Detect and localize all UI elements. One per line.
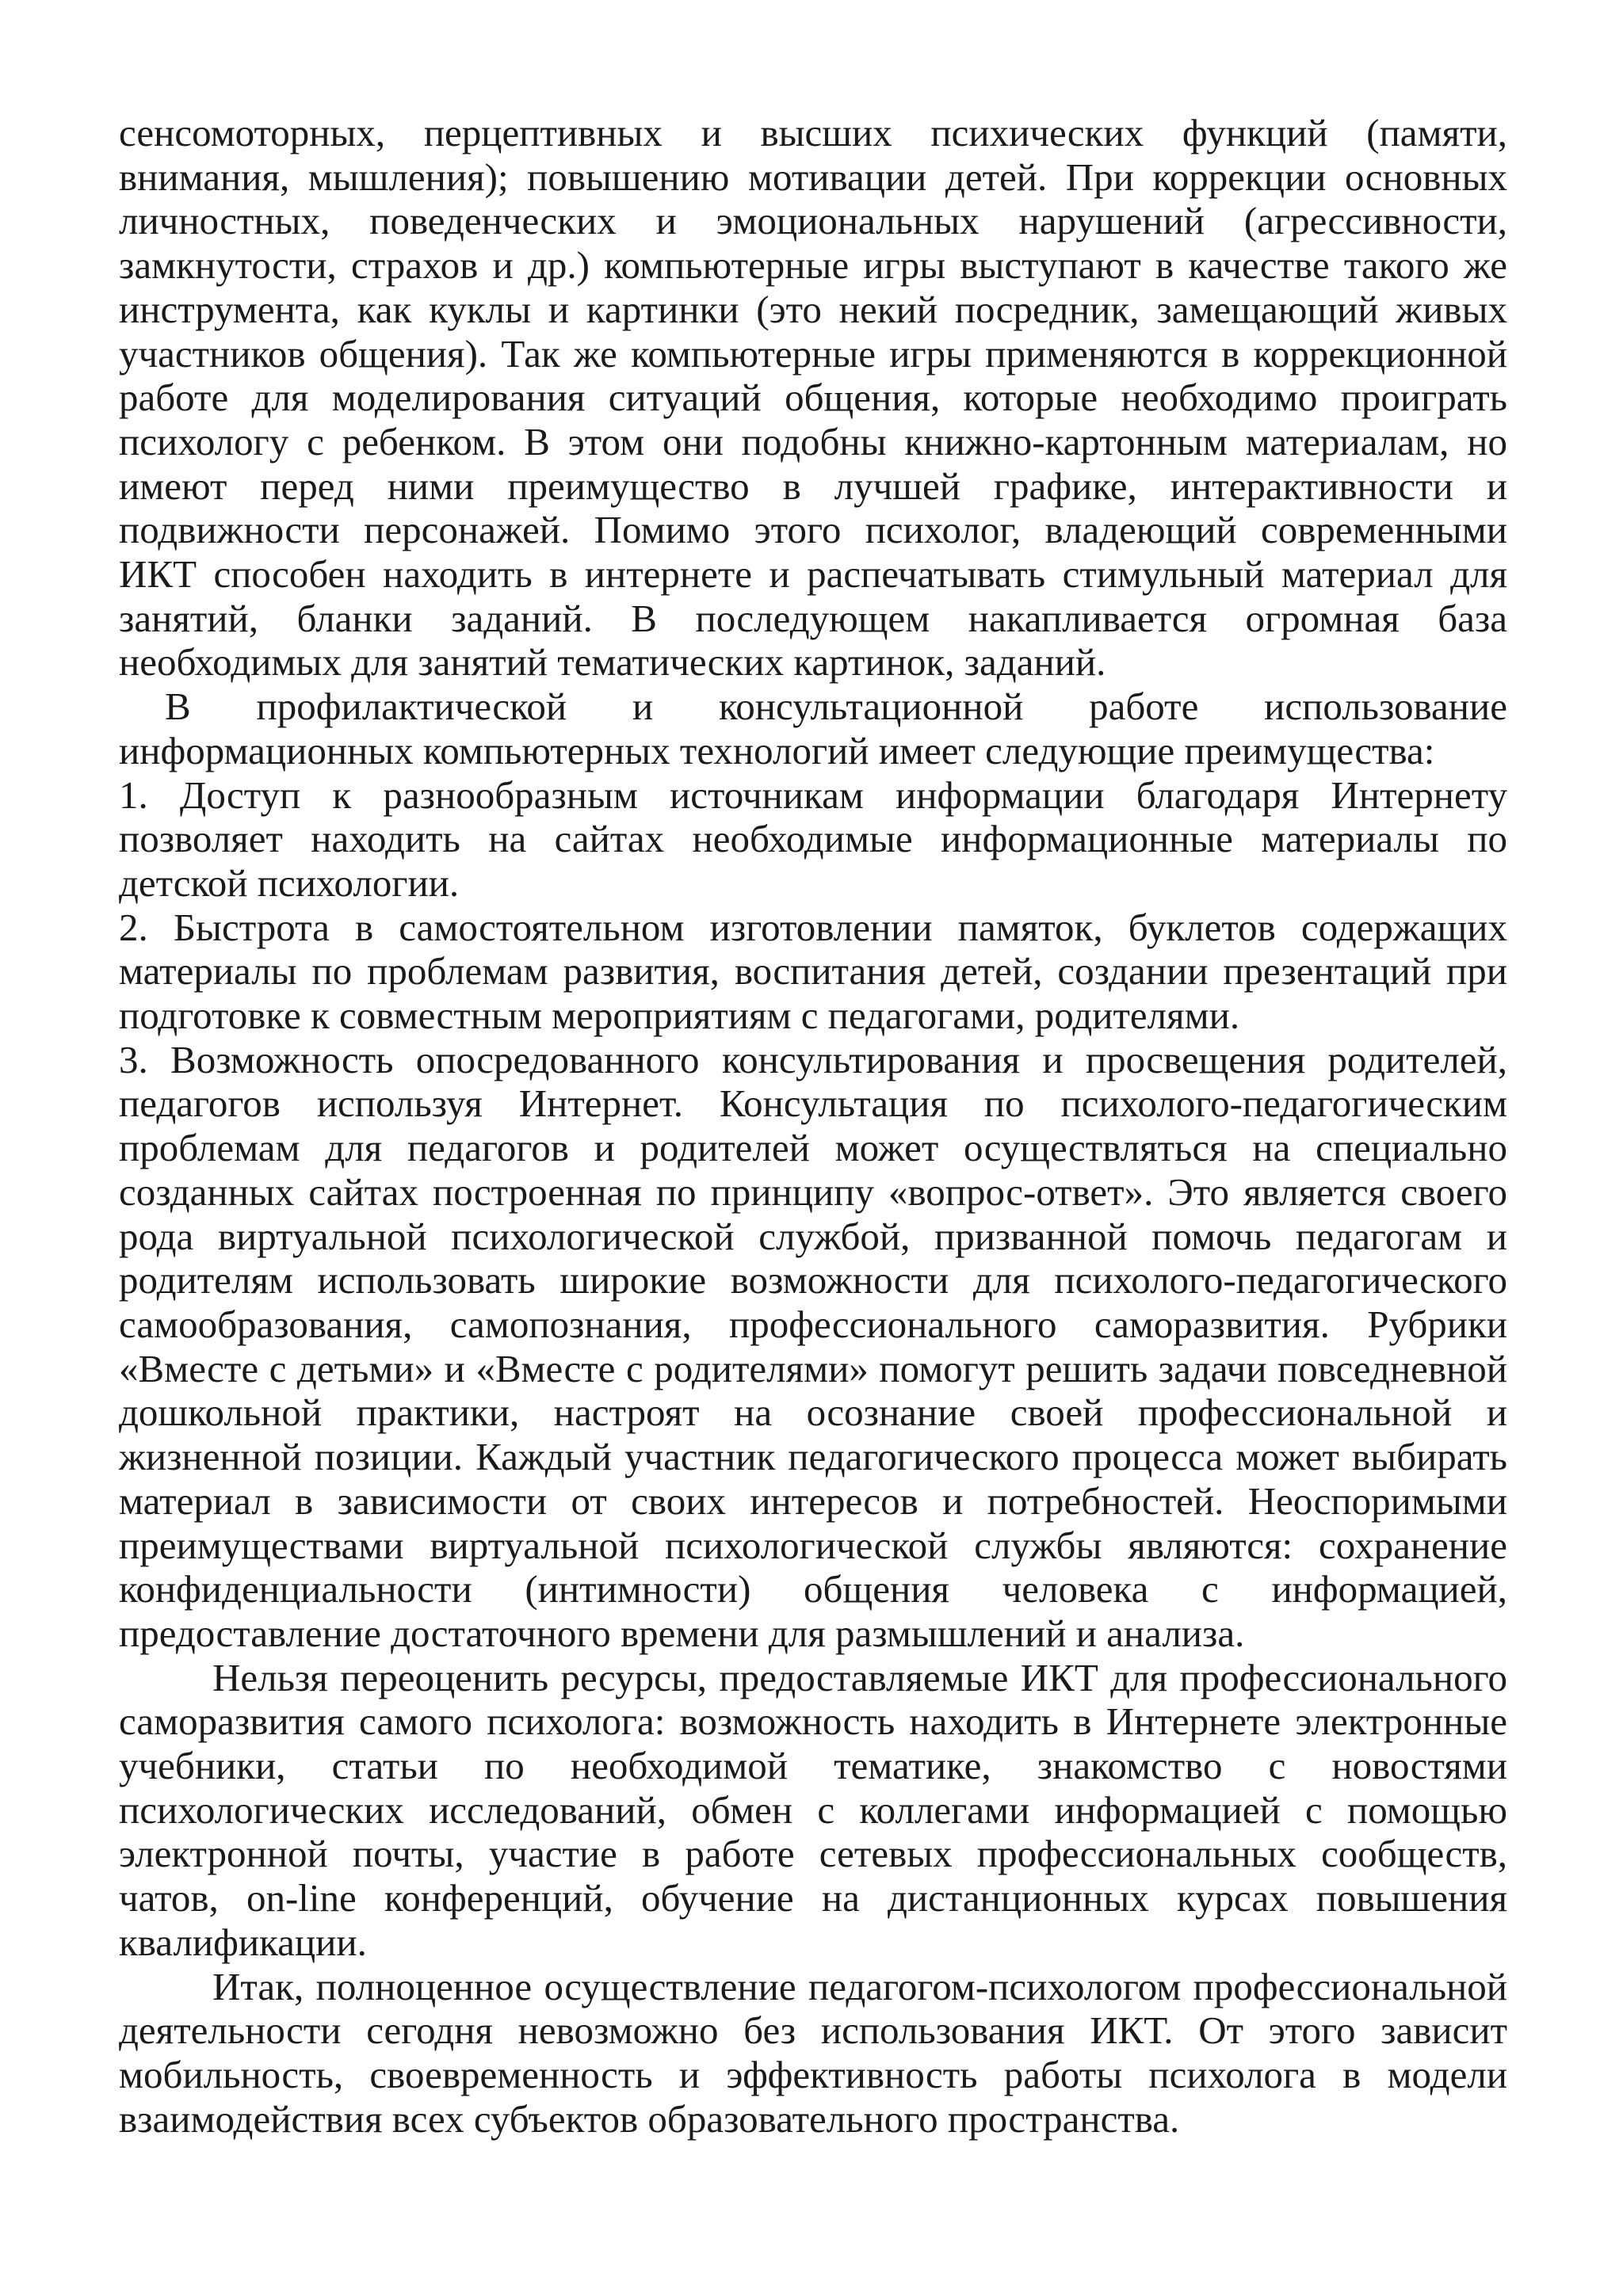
paragraph-self-development: Нельзя переоценить ресурсы, предоставляемые ИКТ для профессионального саморазвития самого психолога: возможность находить в Интернете электронные учебники, статьи по необходимой тематике, знакомство с новостями психологических исследований, обмен с коллегами информацией с помощью электронной почты, участие в работе сетевых профессиональных сообществ, чатов, on-line конференций, обучение на дистанционных курсах повышения квалификации.	[119, 1655, 1507, 1964]
paragraph-advantages-intro: В профилактической и консультационной работе использование информационных компьютерных технологий имеет следующие преимущества:	[119, 685, 1507, 772]
paragraph-conclusion: Итак, полноценное осуществление педагогом-психологом профессиональной деятельности сегодня невозможно без использования ИКТ. От этого зависит мобильность, своевременность и эффективность работы психолога в модели взаимодействия всех субъектов образовательного пространства.	[119, 1964, 1507, 2141]
list-item-3: 3. Возможность опосредованного консультирования и просвещения родителей, педагогов используя Интернет. Консультация по психолого-педагогическим проблемам для педагогов и родителей может осуществляться на специально созданных сайтах построенная по принципу «вопрос-ответ». Это является своего рода виртуальной психологической службой, призванной помочь педагогам и родителям использовать широкие возможности для психолого-педагогического самообразования, самопознания, профессионального саморазвития. Рубрики «Вместе с детьми» и «Вместе с родителями» помогут решить задачи повседневной дошкольной практики, настроят на осознание своей профессиональной и жизненной позиции. Каждый участник педагогического процесса может выбирать материал в зависимости от своих интересов и потребностей. Неоспоримыми преимуществами виртуальной психологической службы являются: сохранение конфиденциальности (интимности) общения человека с информацией, предоставление достаточного времени для размышлений и анализа.	[119, 1037, 1507, 1655]
list-item-2: 2. Быстрота в самостоятельном изготовлении памяток, буклетов содержащих материалы по проблемам развития, воспитания детей, создании презентаций при подготовке к совместным мероприятиям с педагогами, родителями.	[119, 905, 1507, 1038]
document-page	[119, 111, 1507, 2141]
list-item-1: 1. Доступ к разнообразным источникам информации благодаря Интернету позволяет находить на сайтах необходимые информационные материалы по детской психологии.	[119, 772, 1507, 905]
paragraph-continuation: сенсомоторных, перцептивных и высших психических функций (памяти, внимания, мышления); повышению мотивации детей. При коррекции основных личностных, поведенческих и эмоциональных нарушений (агрессивности, замкнутости, страхов и др.) компьютерные игры выступают в качестве такого же инструмента, как куклы и картинки (это некий посредник, замещающий живых участников общения). Так же компьютерные игры применяются в коррекционной работе для моделирования ситуаций общения, которые необходимо проиграть психологу с ребенком. В этом они подобны книжно-картонным материалам, но имеют перед ними преимущество в лучшей графике, интерактивности и подвижности персонажей. Помимо этого психолог, владеющий современными ИКТ способен находить в интернете и распечатывать стимульный материал для занятий, бланки заданий. В последующем накапливается огромная база необходимых для занятий тематических картинок, заданий.	[119, 111, 1507, 685]
